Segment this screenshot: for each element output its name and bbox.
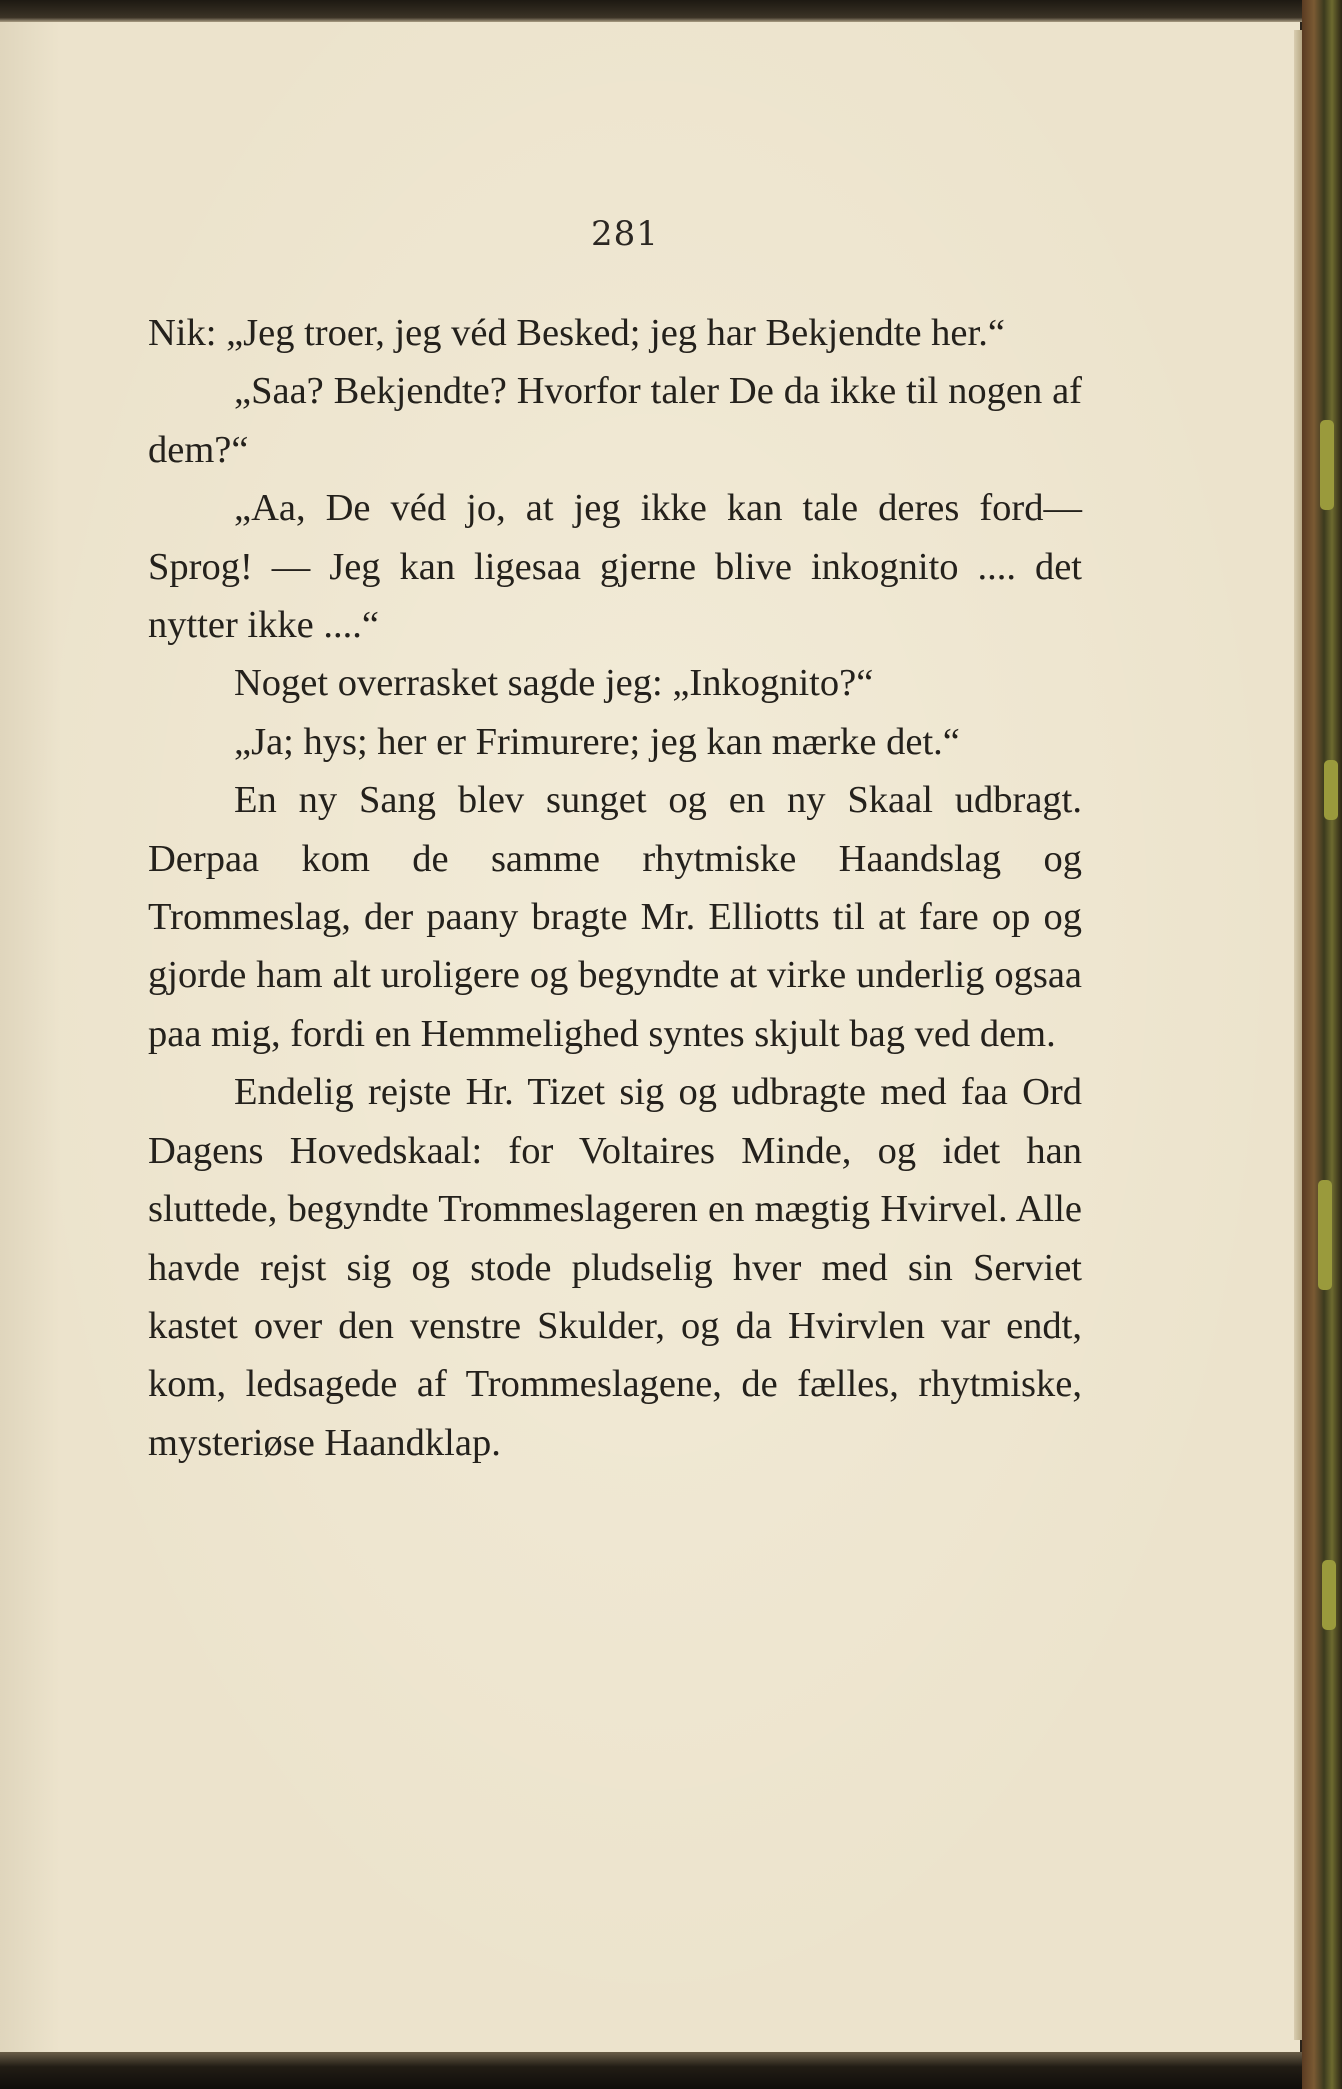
cover-marbling xyxy=(1324,760,1338,820)
cover-marbling xyxy=(1322,1560,1336,1630)
body-text xyxy=(148,304,1082,1472)
page-stack-edge xyxy=(1294,30,1302,2040)
cover-marbling xyxy=(1318,1180,1332,1290)
scan-top-edge xyxy=(0,0,1302,22)
book-page xyxy=(0,22,1300,2052)
paragraph: Nik: „Jeg troer, jeg véd Besked; jeg har Bekjendte her.“ xyxy=(148,312,1005,354)
scan-bottom-edge xyxy=(0,2052,1302,2089)
page-number: 281 xyxy=(591,214,659,254)
paragraph: „Aa, De véd jo, at jeg ikke kan tale deres ford— Sprog! — Jeg kan ligesaa gjerne blive inkognito .... det nytter ikke ....“ xyxy=(148,487,1082,647)
cover-marbling xyxy=(1320,420,1334,510)
paragraph: „Saa? Bekjendte? Hvorfor taler De da ikke til nogen af dem?“ xyxy=(148,370,1082,471)
paragraph: „Ja; hys; her er Frimurere; jeg kan mærke det.“ xyxy=(234,720,960,763)
paragraph: En ny Sang blev sunget og en ny Skaal udbragt. Derpaa kom de samme rhytmiske Haandslag og Trommeslag, der paany bragte Mr. Elliotts til at fare op og gjorde ham alt uroligere og begyndte at virke underlig ogsaa paa mig, fordi en Hemmelighed syntes skjult bag ved dem. xyxy=(148,779,1082,1055)
paragraph: Endelig rejste Hr. Tizet sig og udbragte med faa Ord Dagens Hovedskaal: for Voltaires Minde, og idet han sluttede, begyndte Trommeslageren en mægtig Hvirvel. Alle havde rejst sig og stode pludselig hver med sin Serviet kastet over den venstre Skulder, og da Hvirvlen var endt, kom, ledsagede af Trommeslagene, de fælles, rhytmiske, mysteriøse Haandklap. xyxy=(148,1071,1082,1464)
book-cover-edge xyxy=(1302,0,1342,2089)
paragraph: Noget overrasket sagde jeg: „Inkognito?“ xyxy=(234,662,874,705)
